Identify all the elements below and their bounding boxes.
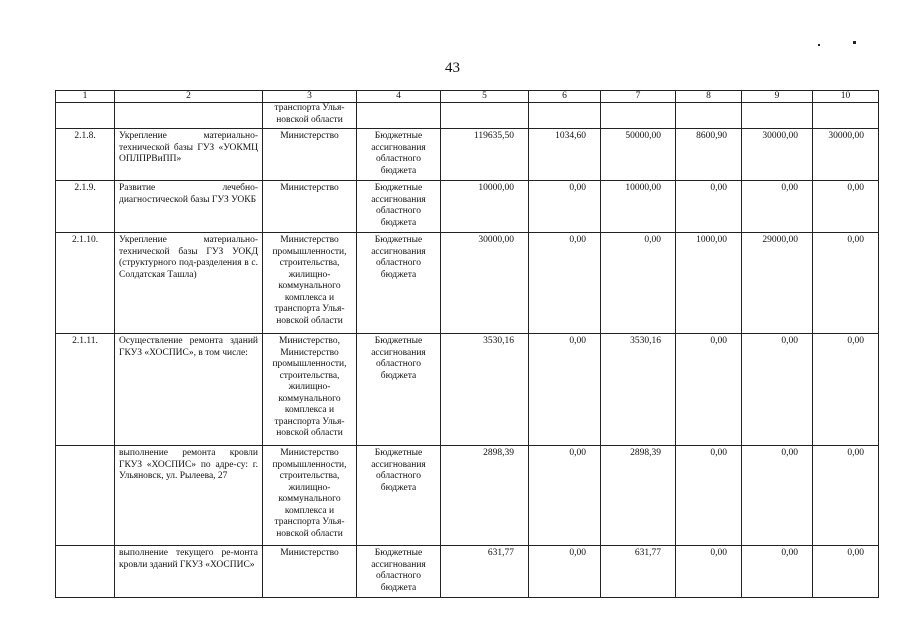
column-number: 2 <box>115 91 263 103</box>
column-number: 3 <box>263 91 357 103</box>
budget-table <box>55 90 879 598</box>
amount-cell: 10000,00 <box>601 181 676 233</box>
amount-cell: 3530,16 <box>601 334 676 446</box>
table-row <box>56 546 879 598</box>
amount-cell: 631,77 <box>601 546 676 598</box>
executor-cell: Министерство <box>263 129 357 181</box>
column-number: 6 <box>529 91 601 103</box>
table-row <box>56 181 879 233</box>
column-number: 9 <box>742 91 813 103</box>
amount-cell: 0,00 <box>676 181 742 233</box>
table-row <box>56 129 879 181</box>
amount-cell: 0,00 <box>742 181 813 233</box>
table-row <box>56 334 879 446</box>
column-number: 5 <box>441 91 529 103</box>
amount-cell: 30000,00 <box>441 233 529 334</box>
table-row <box>56 233 879 334</box>
amount-cell: 0,00 <box>813 446 879 546</box>
scan-speck <box>818 44 820 46</box>
amount-cell: 0,00 <box>529 334 601 446</box>
amount-cell: 0,00 <box>529 546 601 598</box>
amount-cell: 0,00 <box>676 446 742 546</box>
executor-cell: Министерство <box>263 546 357 598</box>
amount-cell: 30000,00 <box>813 129 879 181</box>
column-number: 1 <box>56 91 115 103</box>
funding-source: Бюджетные ассигнования областного бюджета <box>357 233 441 334</box>
amount-cell: 119635,50 <box>441 129 529 181</box>
item-code: 2.1.9. <box>56 181 115 233</box>
amount-cell: 0,00 <box>529 233 601 334</box>
amount-cell: 631,77 <box>441 546 529 598</box>
column-number: 4 <box>357 91 441 103</box>
funding-source: Бюджетные ассигнования областного бюджета <box>357 181 441 233</box>
amount-cell: 0,00 <box>529 446 601 546</box>
amount-cell: 0,00 <box>813 546 879 598</box>
executor-cell: транспорта Улья- новской области <box>263 103 357 129</box>
amount-cell: 1000,00 <box>676 233 742 334</box>
table-row <box>56 446 879 546</box>
item-code <box>56 546 115 598</box>
item-name: Укрепление материально-технической базы ГУЗ «УОКМЦ ОПЛПРВиПП» <box>115 129 263 181</box>
amount-cell: 0,00 <box>742 546 813 598</box>
amount-cell: 0,00 <box>813 181 879 233</box>
executor-cell: Министерство промышленности, строительства, жилищно-коммунального комплекса и транспорта Улья- новской области <box>263 233 357 334</box>
amount-cell: 8600,90 <box>676 129 742 181</box>
column-number-row <box>56 91 879 103</box>
continuation-row <box>56 103 879 129</box>
item-code: 2.1.11. <box>56 334 115 446</box>
item-code: 2.1.10. <box>56 233 115 334</box>
item-name: выполнение ремонта кровли ГКУЗ «ХОСПИС» по адре-су: г. Ульяновск, ул. Рылеева, 27 <box>115 446 263 546</box>
column-number: 7 <box>601 91 676 103</box>
amount-cell: 0,00 <box>529 181 601 233</box>
amount-cell: 0,00 <box>813 334 879 446</box>
executor-cell: Министерство промышленности, строительства, жилищно-коммунального комплекса и транспорта Улья- новской области <box>263 446 357 546</box>
amount-cell: 0,00 <box>742 446 813 546</box>
amount-cell: 2898,39 <box>441 446 529 546</box>
amount-cell: 0,00 <box>601 233 676 334</box>
amount-cell: 0,00 <box>676 334 742 446</box>
item-name: Развитие лечебно-диагностической базы ГУЗ УОКБ <box>115 181 263 233</box>
page-number: 43 <box>445 60 460 76</box>
amount-cell: 10000,00 <box>441 181 529 233</box>
scan-speck <box>853 41 856 44</box>
amount-cell: 2898,39 <box>601 446 676 546</box>
funding-source: Бюджетные ассигнования областного бюджета <box>357 334 441 446</box>
item-name: выполнение текущего ре-монта кровли зданий ГКУЗ «ХОСПИС» <box>115 546 263 598</box>
executor-cell: Министерство <box>263 181 357 233</box>
column-number: 8 <box>676 91 742 103</box>
executor-cell: Министерство, Министерство промышленности, строительства, жилищно-коммунального комплекса и транспорта Улья- новской области <box>263 334 357 446</box>
funding-source: Бюджетные ассигнования областного бюджета <box>357 446 441 546</box>
amount-cell: 1034,60 <box>529 129 601 181</box>
amount-cell: 3530,16 <box>441 334 529 446</box>
item-code: 2.1.8. <box>56 129 115 181</box>
column-number: 10 <box>813 91 879 103</box>
amount-cell: 0,00 <box>676 546 742 598</box>
amount-cell: 29000,00 <box>742 233 813 334</box>
item-name: Осуществление ремонта зданий ГКУЗ «ХОСПИС», в том числе: <box>115 334 263 446</box>
funding-source: Бюджетные ассигнования областного бюджета <box>357 546 441 598</box>
amount-cell: 0,00 <box>742 334 813 446</box>
amount-cell: 30000,00 <box>742 129 813 181</box>
amount-cell: 0,00 <box>813 233 879 334</box>
funding-source: Бюджетные ассигнования областного бюджета <box>357 129 441 181</box>
item-code <box>56 446 115 546</box>
amount-cell: 50000,00 <box>601 129 676 181</box>
item-name: Укрепление материально-технической базы ГУЗ УОКД (структурного под-разделения в с. Солдатская Ташла) <box>115 233 263 334</box>
